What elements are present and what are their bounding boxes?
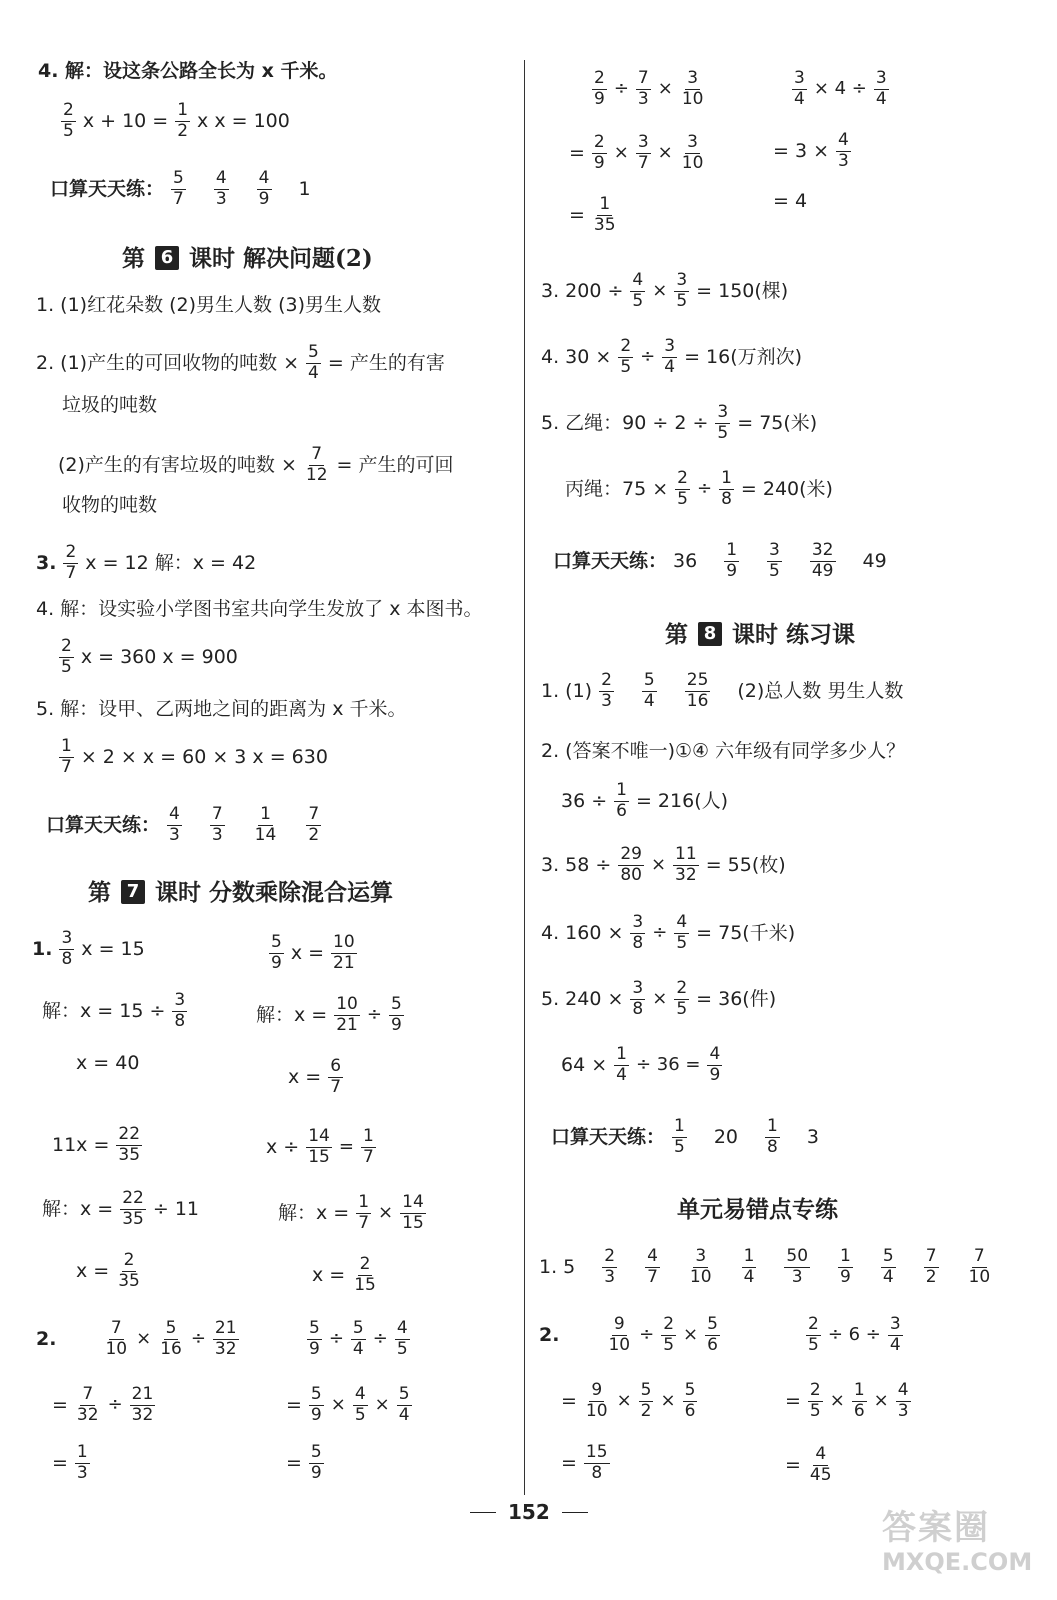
equation-line: x = $\frac{2}{15}$	[312, 1254, 376, 1295]
fraction: $\frac{2}{5}$	[663, 1314, 675, 1355]
equation-line: $\frac{2}{5}$ x = 360 x = 900	[61, 636, 238, 677]
fraction: $\frac{7}{10}$	[105, 1318, 128, 1359]
equation-line: 64 × $\frac{1}{4}$ ÷ 36 = $\frac{4}{9}$	[561, 1044, 721, 1085]
fraction: $\frac{1}{9}$	[840, 1246, 851, 1287]
fraction: $\frac{5}{9}$	[271, 932, 282, 973]
equation-line: $\frac{3}{4}$ × 4 ÷ $\frac{3}{4}$	[794, 68, 887, 109]
fraction: $\frac{2}{5}$	[620, 336, 632, 377]
oral-practice: 口算天天练： 36 $\frac{1}{9}$ $\frac{3}{5}$ $\frac{32}{49}$ 49	[553, 540, 887, 581]
equation-line: = $\frac{2}{9}$ × $\frac{3}{7}$ × $\frac{3}{10}$	[569, 132, 704, 173]
fraction: $\frac{11}{32}$	[675, 844, 697, 885]
fraction: $\frac{9}{10}$	[585, 1380, 608, 1421]
fraction: $\frac{4}{7}$	[647, 1246, 658, 1287]
equation-line: $\frac{2}{5}$ x + 10 = $\frac{1}{2}$ x x = 100	[63, 100, 290, 141]
answer-2a: 2. (1)产生的可回收物的吨数 × $\frac{5}{4}$ = 产生的有害	[36, 342, 445, 383]
fraction: $\frac{2}{3}$	[601, 670, 612, 711]
fraction: $\frac{14}{15}$	[308, 1126, 330, 1167]
fraction: $\frac{22}{35}$	[118, 1124, 141, 1165]
lesson-heading: 第 7 课时 分数乘除混合运算	[88, 878, 394, 906]
fraction: $\frac{3}{4}$	[664, 336, 676, 377]
fraction: $\frac{7}{12}$	[305, 444, 328, 485]
fraction: $\frac{9}{10}$	[608, 1314, 631, 1355]
watermark-logo: 答案圈	[882, 1508, 990, 1548]
fraction: $\frac{1}{14}$	[254, 804, 277, 845]
answer-2a-cont: 垃圾的吨数	[62, 394, 158, 416]
oral-practice: 口算天天练： $\frac{1}{5}$ 20 $\frac{1}{8}$ 3	[551, 1116, 819, 1157]
fraction: $\frac{5}{4}$	[308, 342, 319, 383]
fraction: $\frac{1}{6}$	[616, 780, 627, 821]
answer-1: 1. (1)红花朵数 (2)男生人数 (3)男生人数	[36, 294, 381, 316]
fraction: $\frac{1}{4}$	[743, 1246, 755, 1287]
fraction: $\frac{4}{3}$	[897, 1380, 909, 1421]
equation-line: = $\frac{7}{32}$ ÷ $\frac{21}{32}$	[52, 1384, 154, 1425]
equation-line: x = $\frac{6}{7}$	[288, 1056, 342, 1097]
fraction: $\frac{10}{21}$	[333, 932, 355, 973]
fraction: $\frac{25}{16}$	[686, 670, 709, 711]
equation-line: $\frac{2}{9}$ ÷ $\frac{7}{3}$ × $\frac{3}{10}$	[594, 68, 704, 109]
equation-line: x = $\frac{2}{35}$	[76, 1250, 140, 1291]
fraction: $\frac{4}{3}$	[215, 168, 227, 209]
fraction: $\frac{5}{9}$	[390, 994, 402, 1035]
equation-line: 36 ÷ $\frac{1}{6}$ = 216(人)	[561, 780, 729, 821]
equation-line: 解：x = $\frac{1}{7}$ × $\frac{14}{15}$	[278, 1192, 424, 1233]
fraction: $\frac{21}{32}$	[214, 1318, 237, 1359]
fraction: $\frac{5}{6}$	[707, 1314, 718, 1355]
equation-line: x = 40	[76, 1052, 140, 1074]
fraction: $\frac{3}{8}$	[632, 978, 644, 1019]
equation-line: = $\frac{5}{9}$	[286, 1442, 322, 1483]
equation-line: 11x = $\frac{22}{35}$	[52, 1124, 141, 1165]
answer-3: 3. 58 ÷ $\frac{29}{80}$ × $\frac{11}{32}$ = 55(枚)	[541, 844, 786, 885]
answer-5: 5. 解：设甲、乙两地之间的距离为 x 千米。	[36, 698, 407, 720]
answer-3: 3. $\frac{2}{7}$ x = 12 解：x = 42	[36, 542, 257, 583]
fraction: $\frac{5}{4}$	[643, 670, 655, 711]
fraction: $\frac{3}{4}$	[875, 68, 887, 109]
fraction: $\frac{3}{4}$	[794, 68, 805, 109]
column-divider	[524, 60, 525, 1495]
equation-line: 1. $\frac{3}{8}$ x = 15	[32, 928, 145, 969]
lesson-heading: 第 8 课时 练习课	[665, 620, 856, 648]
fraction: $\frac{5}{4}$	[398, 1384, 410, 1425]
answer-4-intro: 4. 解：设这条公路全长为 x 千米。	[38, 60, 338, 82]
equation-line: 2. $\frac{7}{10}$ × $\frac{5}{16}$ ÷ $\frac{21}{32}$	[36, 1318, 237, 1359]
fraction: $\frac{1}{35}$	[593, 194, 616, 235]
equation-line: = $\frac{1}{35}$	[569, 194, 616, 235]
answer-4: 4. 160 × $\frac{3}{8}$ ÷ $\frac{4}{5}$ = 75(千米)	[541, 912, 796, 953]
fraction: $\frac{3}{5}$	[769, 540, 780, 581]
fraction: $\frac{21}{32}$	[131, 1384, 154, 1425]
fraction: $\frac{29}{80}$	[620, 844, 642, 885]
equation-line: $\frac{5}{9}$ x = $\frac{10}{21}$	[271, 932, 355, 973]
fraction: $\frac{2}{5}$	[61, 636, 72, 677]
fraction: $\frac{2}{35}$	[118, 1250, 140, 1291]
fraction: $\frac{1}{6}$	[853, 1380, 865, 1421]
fraction: $\frac{5}{16}$	[160, 1318, 182, 1359]
fraction: $\frac{3}{10}$	[681, 68, 704, 109]
fraction: $\frac{2}{5}$	[63, 100, 74, 141]
fraction: $\frac{4}{9}$	[258, 168, 270, 209]
fraction: $\frac{2}{5}$	[809, 1380, 821, 1421]
fraction: $\frac{4}{45}$	[809, 1444, 832, 1485]
fraction: $\frac{3}{8}$	[174, 990, 186, 1031]
fraction: $\frac{5}{6}$	[684, 1380, 696, 1421]
answer-1: 1. 5 $\frac{2}{3}$ $\frac{4}{7}$ $\frac{3}{10}$ $\frac{1}{4}$ $\frac{50}{3}$ $\frac{1}{9}$ $\frac{5}{4}$ $\frac{7}{2}$ $\frac{7}{10}$	[539, 1246, 991, 1287]
equation-line: 解：x = $\frac{22}{35}$ ÷ 11	[42, 1188, 199, 1229]
fraction: $\frac{5}{9}$	[310, 1442, 322, 1483]
answer-1: 1. (1) $\frac{2}{3}$ $\frac{5}{4}$ $\frac{25}{16}$ (2)总人数 男生人数	[541, 670, 904, 711]
fraction: $\frac{2}{9}$	[593, 132, 605, 173]
fraction: $\frac{2}{9}$	[594, 68, 605, 109]
answer-2b-cont: 收物的吨数	[62, 494, 158, 516]
fraction: $\frac{4}{9}$	[709, 1044, 721, 1085]
fraction: $\frac{7}{10}$	[968, 1246, 991, 1287]
fraction: $\frac{10}{21}$	[336, 994, 358, 1035]
lesson-heading: 第 6 课时 解决问题(2)	[122, 244, 373, 272]
fraction: $\frac{2}{5}$	[676, 978, 688, 1019]
fraction: $\frac{3}{5}$	[676, 270, 688, 311]
equation-line: $\frac{2}{5}$ ÷ 6 ÷ $\frac{3}{4}$	[808, 1314, 901, 1355]
answer-2b: (2)产生的有害垃圾的吨数 × $\frac{7}{12}$ = 产生的可回	[58, 444, 454, 485]
fraction: $\frac{3}{5}$	[717, 402, 729, 443]
fraction: $\frac{1}{5}$	[674, 1116, 685, 1157]
equation-line: = $\frac{2}{5}$ × $\frac{1}{6}$ × $\frac{4}{3}$	[785, 1380, 909, 1421]
page-number: 152	[470, 1500, 588, 1524]
fraction: $\frac{1}{7}$	[358, 1192, 370, 1233]
fraction: $\frac{1}{8}$	[767, 1116, 778, 1157]
fraction: $\frac{22}{35}$	[122, 1188, 144, 1229]
fraction: $\frac{2}{5}$	[677, 468, 688, 509]
fraction: $\frac{14}{15}$	[402, 1192, 424, 1233]
fraction: $\frac{1}{3}$	[76, 1442, 88, 1483]
equation-line: = $\frac{1}{3}$	[52, 1442, 88, 1483]
fraction: $\frac{7}{32}$	[76, 1384, 99, 1425]
oral-practice: 口算天天练： $\frac{5}{7}$ $\frac{4}{3}$ $\frac{4}{9}$ 1	[50, 168, 311, 209]
equation-line: 解：x = 15 ÷ $\frac{3}{8}$	[42, 990, 186, 1031]
oral-practice: 口算天天练： $\frac{4}{3}$ $\frac{7}{3}$ $\frac{1}{14}$ $\frac{7}{2}$	[46, 804, 320, 845]
fraction: $\frac{3}{10}$	[689, 1246, 712, 1287]
answer-5: 5. 240 × $\frac{3}{8}$ × $\frac{2}{5}$ = 36(件)	[541, 978, 777, 1019]
fraction: $\frac{1}{7}$	[61, 736, 72, 777]
fraction: $\frac{5}{9}$	[309, 1318, 320, 1359]
fraction: $\frac{5}{9}$	[310, 1384, 322, 1425]
equation-line: = $\frac{5}{9}$ × $\frac{4}{5}$ × $\frac{5}{4}$	[286, 1384, 410, 1425]
fraction: $\frac{4}{5}$	[676, 912, 688, 953]
fraction: $\frac{4}{3}$	[838, 130, 849, 171]
fraction: $\frac{5}{4}$	[882, 1246, 894, 1287]
fraction: $\frac{1}{2}$	[177, 100, 189, 141]
fraction: $\frac{3}{8}$	[61, 928, 73, 969]
fraction: $\frac{2}{3}$	[604, 1246, 616, 1287]
equation-line: = $\frac{15}{8}$	[561, 1442, 608, 1483]
fraction: $\frac{2}{15}$	[354, 1254, 376, 1295]
fraction: $\frac{4}{5}$	[632, 270, 644, 311]
fraction: $\frac{3}{10}$	[681, 132, 704, 173]
fraction: $\frac{4}{5}$	[396, 1318, 408, 1359]
equation-line: x ÷ $\frac{14}{15}$ = $\frac{1}{7}$	[266, 1126, 374, 1167]
watermark-url: MXQE.COM	[882, 1548, 1033, 1576]
equation-line: = 3 × $\frac{4}{3}$	[773, 130, 849, 171]
fraction: $\frac{32}{49}$	[811, 540, 834, 581]
answer-5b: 丙绳：75 × $\frac{2}{5}$ ÷ $\frac{1}{8}$ = 240(米)	[565, 468, 833, 509]
fraction: $\frac{4}{5}$	[354, 1384, 366, 1425]
fraction: $\frac{1}{7}$	[362, 1126, 374, 1167]
fraction: $\frac{2}{7}$	[65, 542, 77, 583]
answer-2: 2. (答案不唯一)①④ 六年级有同学多少人？	[541, 740, 906, 762]
fraction: $\frac{15}{8}$	[585, 1442, 608, 1483]
fraction: $\frac{3}{4}$	[889, 1314, 901, 1355]
equation-line: 解：x = $\frac{10}{21}$ ÷ $\frac{5}{9}$	[256, 994, 402, 1035]
fraction: $\frac{7}{3}$	[211, 804, 223, 845]
fraction: $\frac{5}{7}$	[173, 168, 184, 209]
fraction: $\frac{3}{7}$	[637, 132, 649, 173]
fraction: $\frac{7}{2}$	[925, 1246, 937, 1287]
fraction: $\frac{1}{9}$	[726, 540, 738, 581]
equation-line: = $\frac{9}{10}$ × $\frac{5}{2}$ × $\frac{5}{6}$	[561, 1380, 696, 1421]
equation-line: = 4	[773, 190, 808, 212]
fraction: $\frac{5}{4}$	[352, 1318, 364, 1359]
fraction: $\frac{1}{8}$	[721, 468, 732, 509]
answer-3: 3. 200 ÷ $\frac{4}{5}$ × $\frac{3}{5}$ = 150(棵)	[541, 270, 789, 311]
fraction: $\frac{2}{5}$	[808, 1314, 819, 1355]
fraction: $\frac{50}{3}$	[786, 1246, 809, 1287]
fraction: $\frac{1}{4}$	[616, 1044, 627, 1085]
answer-4: 4. 解：设实验小学图书室共向学生发放了 x 本图书。	[36, 598, 483, 620]
fraction: $\frac{3}{8}$	[632, 912, 644, 953]
fraction: $\frac{7}{3}$	[637, 68, 649, 109]
section-heading: 单元易错点专练	[677, 1196, 838, 1223]
answer-5a: 5. 乙绳：90 ÷ 2 ÷ $\frac{3}{5}$ = 75(米)	[541, 402, 818, 443]
equation-line: $\frac{1}{7}$ × 2 × x = 60 × 3 x = 630	[61, 736, 328, 777]
answer-4: 4. 30 × $\frac{2}{5}$ ÷ $\frac{3}{4}$ = 16(万剂次)	[541, 336, 803, 377]
fraction: $\frac{6}{7}$	[330, 1056, 342, 1097]
equation-line: 2. $\frac{9}{10}$ ÷ $\frac{2}{5}$ × $\frac{5}{6}$	[539, 1314, 718, 1355]
fraction: $\frac{7}{2}$	[308, 804, 320, 845]
fraction: $\frac{5}{2}$	[640, 1380, 652, 1421]
equation-line: = $\frac{4}{45}$	[785, 1444, 832, 1485]
equation-line: $\frac{5}{9}$ ÷ $\frac{5}{4}$ ÷ $\frac{4}{5}$	[309, 1318, 408, 1359]
fraction: $\frac{4}{3}$	[169, 804, 180, 845]
